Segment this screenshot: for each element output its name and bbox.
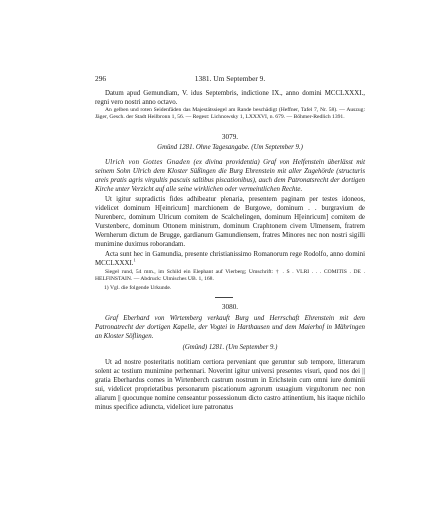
document-date-3080: (Gmünd) 1281. (Um September 9.)	[182, 344, 278, 351]
summary-main: (ex divina providentia) Graf von Helfenstein überlässt mit seinem Sohn Ulrich dem Kloster Süßingen die Burg Ehrenstein mit aller Zugehörde (structuris areis pratis agris virgultis pascuis saltibus piscationibus), auch dem Patronatsrecht der dortigen Kirche unter Verzicht auf alle seine wirklichen oder vermeintlichen Rechte.	[95, 159, 365, 194]
seal-note-3079: Siegel rund, 54 mm., im Schild ein Elephant auf Vierberg; Umschrift: † . S . VLRI . . . COMITIS . DE . HELFINSTAIN. — Abdruck: Ulmisches UB. 1, 168.	[95, 269, 365, 283]
footnote-marker: 1	[133, 257, 136, 263]
document-text-3079-acta	[95, 250, 365, 268]
document-number-3079: 3079.	[221, 133, 239, 141]
document-text-3079-witnesses: Ut igitur supradictis fides adhibeatur plenaria, presentem paginam per testes idoneos, videlicet dominum H[einricum] marchionem de Burgowe, dominum . . burgravium de Nurenberc, dominum Ulricum comitem de Scalchelingen, dominum H[einricum] comitem de Vurstenberc, dominum Ottonem ministrum, dominum Craphtonem civem Ulmensem, fratrem Wernherum dictum de Brugge, gardianum Gamundiensem, fratres Minores nec non nostri sigilli munimine duximus roborandam.	[95, 196, 365, 249]
running-header	[95, 74, 365, 84]
footnote-3079: 1) Vgl. die folgende Urkunde.	[104, 285, 172, 291]
document-summary-3079	[95, 158, 365, 194]
document-summary-3080: Graf Eberhard von Wirtemberg verkauft Burg und Herrschaft Ehrenstein mit dem Patronatrecht der dortigen Kapelle, der Vogtei in Harthausen und dem Maierhof in Mähringen an Kloster Söflingen.	[95, 315, 365, 341]
previous-document-closing: Datum apud Gemundiam, V. idus Septembris, indictione IX., anno domini MCCLXXXI., regni vero nostri anno octavo.	[95, 90, 365, 107]
document-date-3079: Gmünd 1281. Ohne Tagesangabe. (Um September 9.)	[157, 144, 303, 151]
document-text-3080: Ut ad nostre posteritatis notitiam certiora perveniant que geruntur sub tempore, litterarum solent ac testium munimine perhennari. Noverint igitur universi presentes visuri, quod nos dei || gratia Eberhardus comes in Wirtenberch castrum nostrum in Erichstein cum omni iure dominii sui, videlicet proprietatibus personarum piscationum agrorum usuagium virgultorum nec non aliarum || quocunque nomine censeantur possessionum dicto castro attinentium, his itaque nichilo minus specifice adiuncta, videlicet iure patronatus	[95, 359, 365, 412]
document-number-3080: 3080.	[221, 303, 239, 311]
previous-document-note: An gelben und roten Seidenfäden das Majestätssiegel am Rande beschädigt (Heffner, Tafel 7, Nr. 58). — Auszug: Jäger, Gesch. der Stadt Heilbronn 1, 56. — Regest: Lichnowsky 1, LXXXVI, n. 679. — Böhmer-Redlich 1391.	[95, 107, 365, 121]
summary-prefix: Ulrich von Gottes Gnaden	[105, 159, 191, 166]
section-divider	[215, 297, 233, 298]
running-title: 1381. Um September 9.	[194, 74, 266, 83]
acta-text: Acta sunt hec in Gamundia, presente christianissimo Romanorum rege Rodolfo, anno domini MCCLXXXI.	[95, 251, 365, 268]
page-number: 296	[95, 74, 107, 83]
